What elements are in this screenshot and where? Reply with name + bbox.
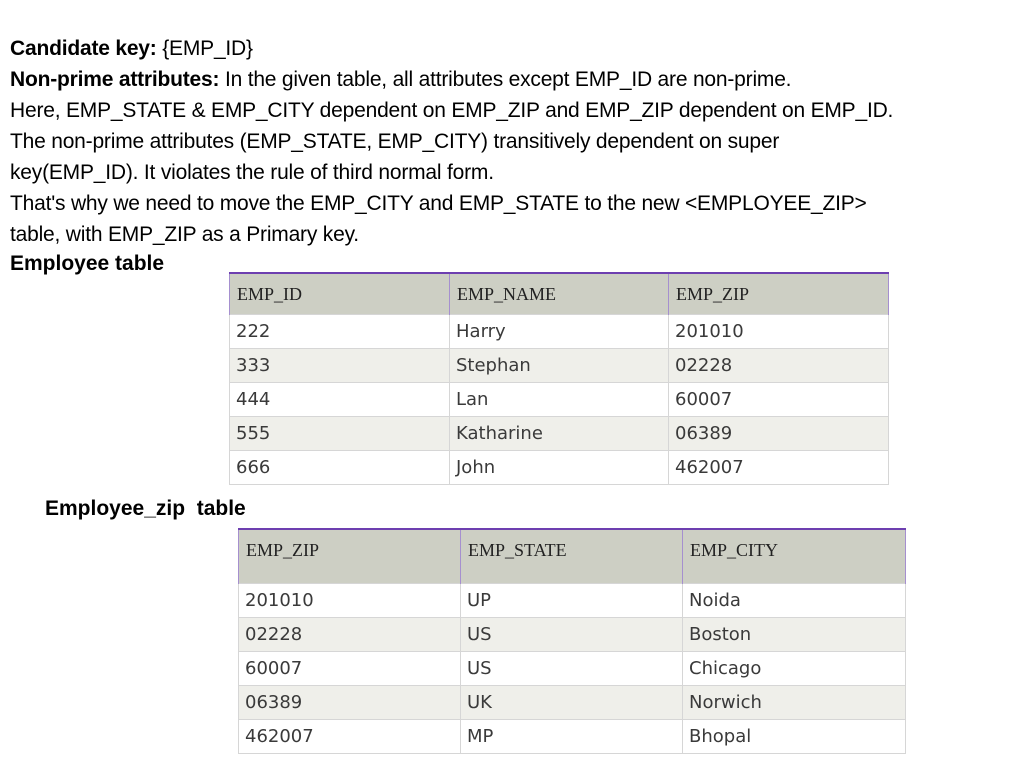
employee-zip-table	[238, 528, 906, 754]
table-cell: 06389	[669, 417, 889, 451]
table-cell: 02228	[239, 618, 461, 652]
table-cell: Katharine	[450, 417, 669, 451]
table-row	[239, 652, 906, 686]
table-row	[230, 349, 889, 383]
non-prime-label: Non-prime attributes:	[10, 68, 220, 91]
table-cell: UP	[461, 584, 683, 618]
violation-line: key(EMP_ID). It violates the rule of third normal form.	[10, 161, 494, 184]
column-header: EMP_ZIP	[239, 529, 461, 584]
table-row	[239, 720, 906, 754]
column-header: EMP_NAME	[450, 273, 669, 315]
table-row	[230, 383, 889, 417]
table-cell: Boston	[683, 618, 906, 652]
table-row	[230, 417, 889, 451]
dependency-line: Here, EMP_STATE & EMP_CITY dependent on EMP_ZIP and EMP_ZIP dependent on EMP_ID.	[10, 99, 894, 122]
column-header: EMP_ID	[230, 273, 450, 315]
table-cell: Harry	[450, 315, 669, 349]
table-cell: Lan	[450, 383, 669, 417]
candidate-key-line	[10, 33, 1015, 64]
table-cell: UK	[461, 686, 683, 720]
candidate-key-label: Candidate key:	[10, 37, 157, 60]
table-cell: Chicago	[683, 652, 906, 686]
transitive-line: The non-prime attributes (EMP_STATE, EMP_CITY) transitively dependent on super	[10, 130, 780, 153]
table-cell: 60007	[669, 383, 889, 417]
table-cell: John	[450, 451, 669, 485]
table-cell: Stephan	[450, 349, 669, 383]
table-cell: 02228	[669, 349, 889, 383]
column-header: EMP_STATE	[461, 529, 683, 584]
table-row	[239, 686, 906, 720]
table-cell: 06389	[239, 686, 461, 720]
table-cell: US	[461, 618, 683, 652]
table-cell: 201010	[239, 584, 461, 618]
candidate-key-value: {EMP_ID}	[156, 37, 253, 60]
table-row	[230, 315, 889, 349]
non-prime-line	[10, 64, 1015, 95]
column-header: EMP_ZIP	[669, 273, 889, 315]
table-cell: 222	[230, 315, 450, 349]
table-cell: 666	[230, 451, 450, 485]
table-row	[239, 618, 906, 652]
table-cell: 462007	[239, 720, 461, 754]
table-header-row	[239, 529, 906, 584]
table-header-row	[230, 273, 889, 315]
table-cell: 333	[230, 349, 450, 383]
employee-table-title: Employee table	[10, 252, 165, 275]
table-cell: MP	[461, 720, 683, 754]
non-prime-text: In the given table, all attributes except EMP_ID are non-prime.	[219, 68, 792, 91]
table-cell: US	[461, 652, 683, 686]
table-cell: 462007	[669, 451, 889, 485]
table-cell: 555	[230, 417, 450, 451]
table-row	[239, 584, 906, 618]
explanation-text	[10, 33, 1015, 250]
column-header: EMP_CITY	[683, 529, 906, 584]
table-cell: 60007	[239, 652, 461, 686]
table-cell: Bhopal	[683, 720, 906, 754]
table-cell: 201010	[669, 315, 889, 349]
table-cell: 444	[230, 383, 450, 417]
table-cell: Norwich	[683, 686, 906, 720]
primary-key-line: table, with EMP_ZIP as a Primary key.	[10, 223, 359, 246]
employee-zip-table-title: Employee_zip table	[45, 497, 246, 520]
table-row	[230, 451, 889, 485]
table-cell: Noida	[683, 584, 906, 618]
move-line: That's why we need to move the EMP_CITY and EMP_STATE to the new <EMPLOYEE_ZIP>	[10, 192, 867, 215]
employee-table	[229, 272, 889, 485]
